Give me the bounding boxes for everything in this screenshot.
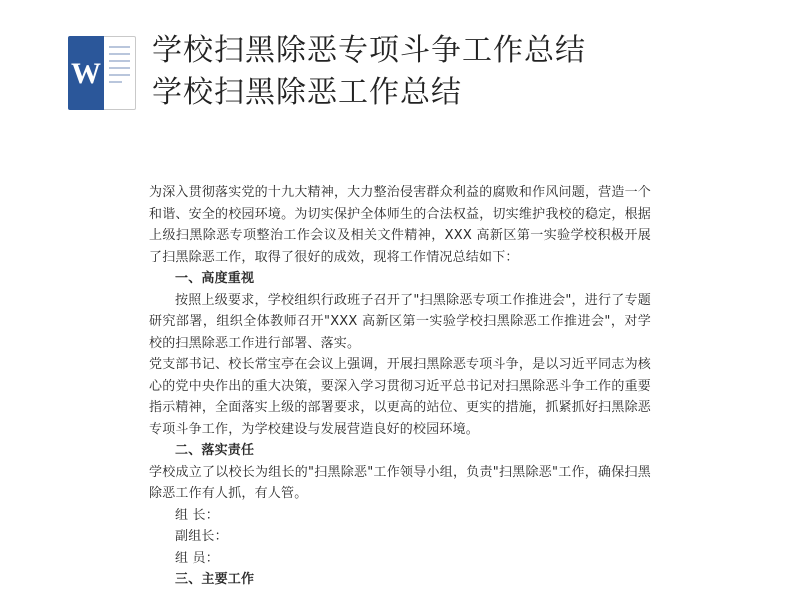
document-paragraph: 组 长： — [175, 507, 219, 523]
document-paragraph: 按照上级要求，学校组织行政班子召开了"扫黑除恶专项工作推进会"，进行了专题研究部署，组织全体教师召开"XXX 高新区第一实验学校扫黑除恶工作推进会"，对学校的扫黑除恶工作进行部署、落实。 — [149, 292, 651, 351]
page-title-line-1: 学校扫黑除恶专项斗争工作总结 — [152, 33, 586, 68]
page-title-line-2: 学校扫黑除恶工作总结 — [152, 75, 462, 110]
document-paragraph: 为深入贯彻落实党的十九大精神，大力整治侵害群众利益的腐败和作风问题，营造一个和谐、安全的校园环境。为切实保护全体师生的合法权益，切实维护我校的稳定，根据上级扫黑除恶专项整治工作会议及相关文件精神，XXX 高新区第一实验学校积极开展了扫黑除恶工作，取得了很好的成效，现将工作情况总结如下： — [149, 185, 651, 265]
word-icon-line — [109, 74, 130, 76]
page-title — [152, 30, 772, 114]
document-paragraph: 学校成立了以校长为组长的"扫黑除恶"工作领导小组，负责"扫黑除恶"工作，确保扫黑除恶工作有人抓，有人管。 — [149, 464, 651, 501]
word-icon-badge — [68, 36, 104, 110]
word-icon-line — [109, 60, 130, 62]
word-icon-line — [109, 46, 130, 48]
document-header — [0, 0, 800, 140]
word-document-icon — [68, 36, 136, 110]
word-icon-letter: W — [71, 57, 101, 90]
word-icon-line — [109, 53, 130, 55]
document-heading: 三、主要工作 — [175, 572, 255, 587]
document-heading: 二、落实责任 — [175, 443, 255, 458]
document-paragraph: 副组长： — [175, 529, 228, 544]
document-paragraph: 党支部书记、校长常宝亭在会议上强调，开展扫黑除恶专项斗争，是以习近平同志为核心的党中央作出的重大决策，要深入学习贯彻习近平总书记对扫黑除恶斗争工作的重要指示精神，全面落实上级的部署要求，以更高的站位、更实的措施，抓紧抓好扫黑除恶专项斗争工作，为学校建设与发展营造良好的校园环境。 — [149, 357, 651, 437]
word-icon-line — [109, 81, 122, 83]
document-body — [113, 142, 687, 587]
word-icon-page — [104, 36, 136, 110]
document-paragraph: 组 员： — [175, 550, 219, 566]
word-icon-line — [109, 67, 130, 69]
document-heading: 一、高度重视 — [175, 271, 255, 286]
